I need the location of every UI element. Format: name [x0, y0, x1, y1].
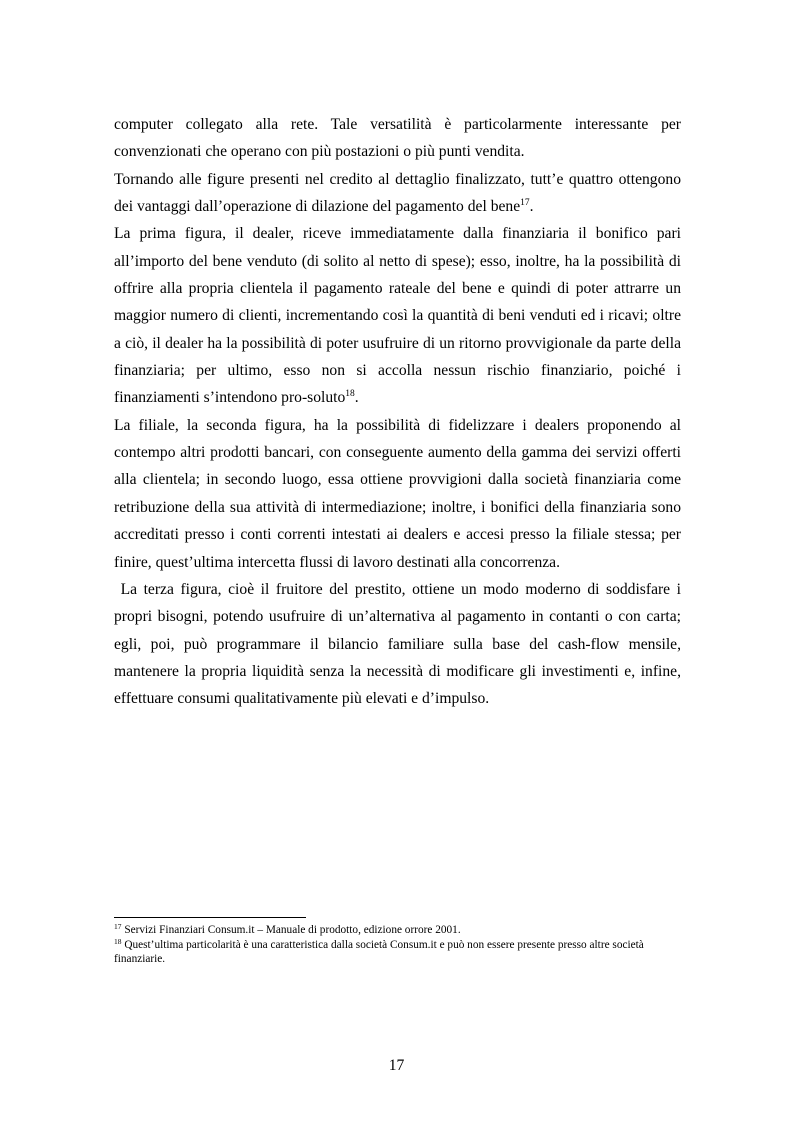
paragraph-tail: . [354, 389, 359, 407]
footnote-reference-17[interactable]: 17 [520, 198, 530, 209]
paragraph-fruitore [114, 576, 685, 713]
footnote-18 [114, 938, 681, 967]
footnote-separator [114, 917, 306, 918]
paragraph-figures-intro [114, 166, 681, 221]
paragraph-text: computer collegato alla rete. Tale versatilità è particolarmente interessante per convenzionati che operano con più postazioni o più punti vendita. [114, 116, 681, 161]
paragraph-tail: . [529, 198, 534, 216]
paragraph-text: La prima figura, il dealer, riceve immediatamente dalla finanziaria il bonifico pari all’importo del bene venduto (di solito al netto di spese); esso, inoltre, ha la possibilità di offrire alla propria clientela il pagamento rateale del bene e quindi di poter attrarre un maggior numero di clienti, incrementando così la quantità di beni venduti ed i ricavi; oltre a ciò, il dealer ha la possibilità di poter usufruire di un ritorno provvigionale da parte della finanziaria; per ultimo, esso non si accolla nessun rischio finanziario, poiché i finanziamenti s’intendono pro-soluto [114, 225, 681, 407]
footnote-17 [114, 923, 681, 938]
body-text [114, 111, 685, 713]
paragraph-filiale [114, 412, 681, 576]
footnote-text: Quest’ultima particolarità è una caratteristica dalla società Consum.it e può non essere presente presso altre società finanziarie. [114, 938, 644, 966]
paragraph-text: La filiale, la seconda figura, ha la possibilità di fidelizzare i dealers proponendo al contempo altri prodotti bancari, con conseguente aumento della gamma dei servizi offerti alla clientela; in secondo luogo, essa ottiene provvigioni dalla società finanziaria come retribuzione della sua attività di intermediazione; inoltre, i bonifici della finanziaria sono accreditati presso i conti correnti intestati ai dealers e accesi presso la filiale stessa; per finire, quest’ultima intercetta flussi di lavoro destinati alla concorrenza. [114, 416, 681, 571]
footnote-reference-18[interactable]: 18 [345, 389, 355, 400]
footnote-number: 18 [114, 936, 122, 946]
footnote-text: Servizi Finanziari Consum.it – Manuale di prodotto, edizione orrore 2001. [121, 924, 461, 936]
footnote-number: 17 [114, 922, 122, 931]
paragraph-text: La terza figura, cioè il fruitore del prestito, ottiene un modo moderno di soddisfare i propri bisogni, potendo usufruire di un’alternativa al pagamento in contanti o con carta; egli, poi, può programmare il bilancio familiare sulla base del cash-flow mensile, mantenere la propria liquidità senza la necessità di modificare gli investimenti e, infine, effettuare consumi qualitativamente più elevati e d’impulso. [114, 580, 685, 708]
paragraph-versatility [114, 111, 681, 166]
paragraph-text: Tornando alle figure presenti nel credito al dettaglio finalizzato, tutt’e quattro ottengono dei vantaggi dall’operazione di dilazione del pagamento del bene [114, 170, 681, 216]
paragraph-dealer [114, 220, 681, 411]
page-number: 17 [388, 1057, 405, 1074]
footnotes [114, 923, 681, 967]
